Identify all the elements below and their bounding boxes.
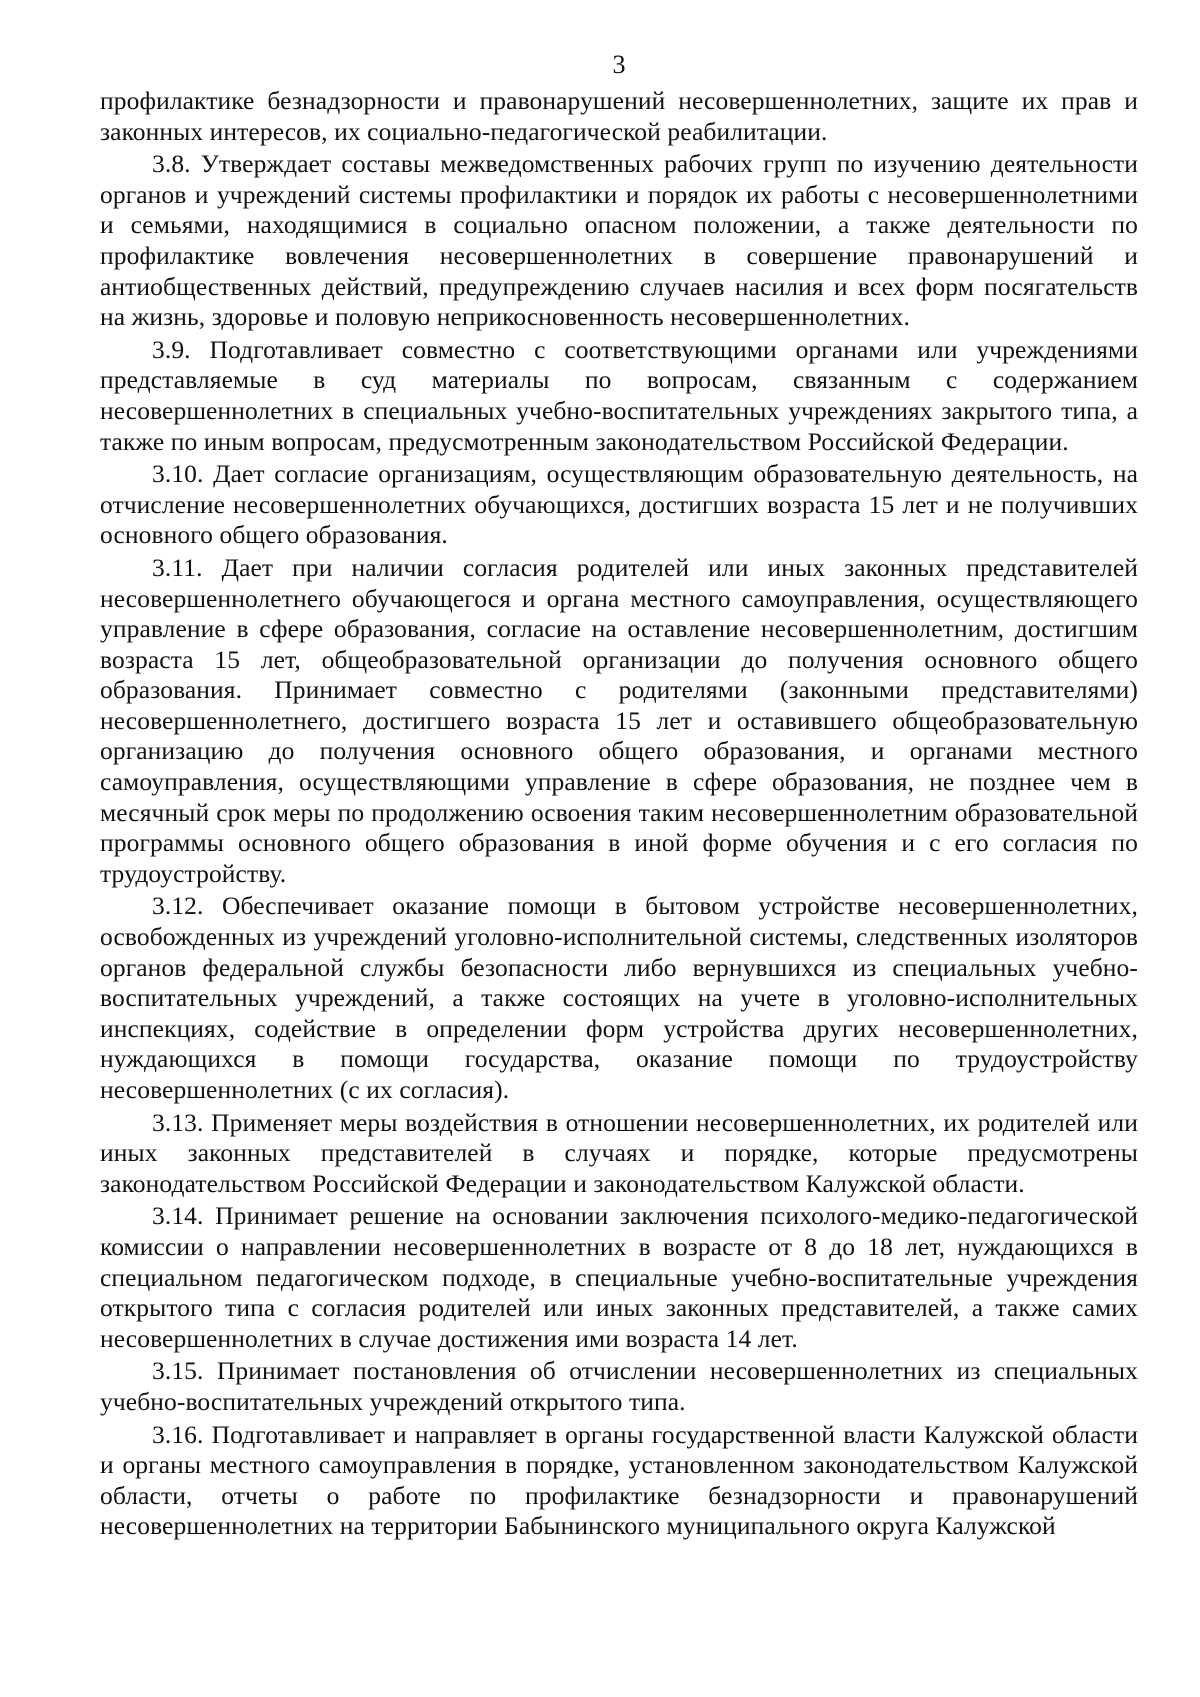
paragraph-3-10: 3.10. Дает согласие организациям, осуществляющим образовательную деятельность, на отчисление несовершеннолетних обучающихся, достигших возраста 15 лет и не получивших основного общего образования. [100,459,1138,550]
document-page [100,50,1138,1544]
paragraph-3-13: 3.13. Применяет меры воздействия в отношении несовершеннолетних, их родителей или иных законных представителей в случаях и порядке, которые предусмотрены законодательством Российской Федерации и законодательством Калужской области. [100,1107,1138,1198]
paragraph-3-15: 3.15. Принимает постановления об отчислении несовершеннолетних из специальных учебно-воспитательных учреждений открытого типа. [100,1356,1138,1416]
paragraph-3-9: 3.9. Подготавливает совместно с соответствующими органами или учреждениями представляемые в суд материалы по вопросам, связанным с содержанием несовершеннолетних в специальных учебно-воспитательных учреждениях закрытого типа, а также по иным вопросам, предусмотренным законодательством Российской Федерации. [100,334,1138,456]
paragraph-3-14: 3.14. Принимает решение на основании заключения психолого-медико-педагогической комиссии о направлении несовершеннолетних в возрасте от 8 до 18 лет, нуждающихся в специальном педагогическом подходе, в специальные учебно-воспитательные учреждения открытого типа с согласия родителей или иных законных представителей, а также самих несовершеннолетних в случае достижения ими возраста 14 лет. [100,1201,1138,1353]
page-number: 3 [612,50,626,79]
paragraph-continuation: профилактике безнадзорности и правонарушений несовершеннолетних, защите их прав и законных интересов, их социально-педагогической реабилитации. [100,86,1138,146]
paragraph-3-12: 3.12. Обеспечивает оказание помощи в бытовом устройстве несовершеннолетних, освобожденных из учреждений уголовно-исполнительной системы, следственных изоляторов органов федеральной службы безопасности либо вернувшихся из специальных учебно-воспитательных учреждений, а также состоящих на учете в уголовно-исполнительных инспекциях, содействие в определении форм устройства других несовершеннолетних, нуждающихся в помощи государства, оказание помощи по трудоустройству несовершеннолетних (с их согласия). [100,891,1138,1104]
paragraph-3-8: 3.8. Утверждает составы межведомственных рабочих групп по изучению деятельности органов и учреждений системы профилактики и порядок их работы с несовершеннолетними и семьями, находящимися в социально опасном положении, а также деятельности по профилактике вовлечения несовершеннолетних в совершение правонарушений и антиобщественных действий, предупреждению случаев насилия и всех форм посягательств на жизнь, здоровье и половую неприкосновенность несовершеннолетних. [100,149,1138,332]
paragraph-3-16: 3.16. Подготавливает и направляет в органы государственной власти Калужской области и органы местного самоуправления в порядке, установленном законодательством Калужской области, отчеты о работе по профилактике безнадзорности и правонарушений несовершеннолетних на территории Бабынинского муниципального округа Калужской [100,1419,1138,1541]
paragraph-3-11: 3.11. Дает при наличии согласия родителей или иных законных представителей несовершеннолетнего обучающегося и органа местного самоуправления, осуществляющего управление в сфере образования, согласие на оставление несовершеннолетним, достигшим возраста 15 лет, общеобразовательной организации до получения основного общего образования. Принимает совместно с родителями (законными представителями) несовершеннолетнего, достигшего возраста 15 лет и оставившего общеобразовательную организацию до получения основного общего образования, и органами местного самоуправления, осуществляющими управление в сфере образования, не позднее чем в месячный срок меры по продолжению освоения таким несовершеннолетним образовательной программы основного общего образования в иной форме обучения и с его согласия по трудоустройству. [100,552,1138,888]
